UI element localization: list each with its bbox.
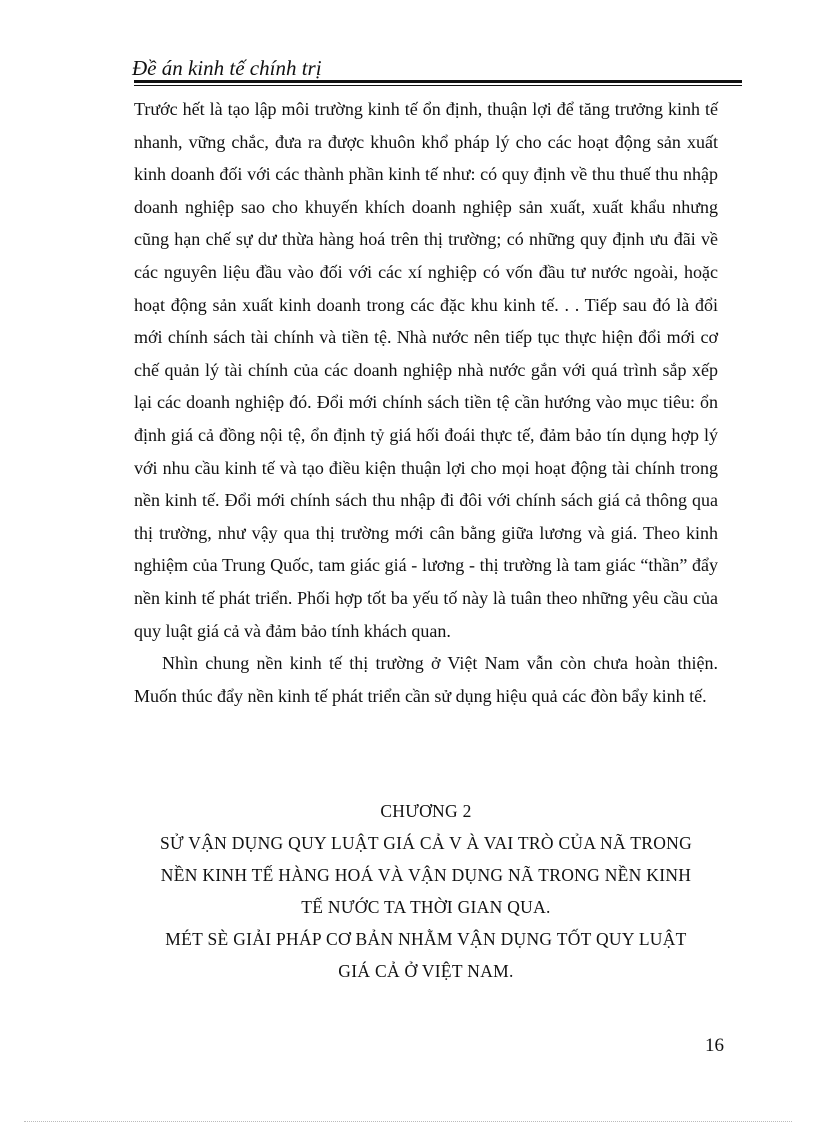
header-rule-thick [134, 80, 742, 83]
paragraph: Nhìn chung nền kinh tế thị trường ở Việt Nam vẫn còn chưa hoàn thiện. Muốn thúc đẩy nền kinh tế phát triển cần sử dụng hiệu quả các đòn bẩy kinh tế. [134, 653, 718, 706]
chapter-title-line: TẾ NƯỚC TA THỜI GIAN QUA. [301, 897, 551, 917]
chapter-heading [134, 795, 718, 987]
chapter-title-line: SỬ VẬN DỤNG QUY LUẬT GIÁ CẢ V À VAI TRÒ CỦA NÃ TRONG [159, 833, 693, 853]
page-bottom-divider [24, 1121, 792, 1122]
running-header: Đề án kinh tế chính trị [132, 56, 322, 80]
chapter-label: CHƯƠNG 2 [380, 801, 472, 821]
page-number: 16 [705, 1035, 724, 1056]
chapter-title-line: MÉT SÈ GIẢI PHÁP CƠ BẢN NHẰM VẬN DỤNG TỐT QUY LUẬT [165, 929, 687, 949]
header-rule-thin [134, 85, 742, 86]
chapter-title-line: NỀN KINH TẾ HÀNG HOÁ VÀ VẬN DỤNG NÃ TRONG NỀN KINH [160, 865, 692, 885]
body-text [134, 93, 718, 712]
paragraph: Trước hết là tạo lập môi trường kinh tế ổn định, thuận lợi để tăng trưởng kinh tế nhanh, vững chắc, đưa ra được khuôn khổ pháp lý cho các hoạt động sản xuất kinh doanh đối với các thành phần kinh tế như: có quy định về thu thuế thu nhập doanh nghiệp sao cho khuyến khích doanh nghiệp sản xuất, xuất khẩu nhưng cũng hạn chế sự dư thừa hàng hoá trên thị trường; có những quy định ưu đãi về các nguyên liệu đầu vào đối với các xí nghiệp có vốn đầu tư nước ngoài, hoặc hoạt động sản xuất kinh doanh trong các đặc khu kinh tế. . . Tiếp sau đó là đổi mới chính sách tài chính và tiền tệ. Nhà nước nên tiếp tục thực hiện đổi mới cơ chế quản lý tài chính của các doanh nghiệp nhà nước gắn với quá trình sắp xếp lại các doanh nghiệp đó. Đổi mới chính sách tiền tệ cần hướng vào mục tiêu: ổn định giá cả đồng nội tệ, ổn định tỷ giá hối đoái thực tế, đảm bảo tín dụng hợp lý với nhu cầu kinh tế và tạo điều kiện thuận lợi cho mọi hoạt động tài chính trong nền kinh tế. Đổi mới chính sách thu nhập đi đôi với chính sách giá cả thông qua thị trường, như vậy qua thị trường mới cân bằng giữa lương và giá. Theo kinh nghiệm của Trung Quốc, tam giác giá - lương - thị trường là tam giác “thần” đẩy nền kinh tế phát triển. Phối hợp tốt ba yếu tố này là tuân theo những yêu cầu của quy luật giá cả và đảm bảo tính khách quan. [134, 99, 718, 641]
chapter-title-line: GIÁ CẢ Ở VIỆT NAM. [338, 961, 514, 981]
